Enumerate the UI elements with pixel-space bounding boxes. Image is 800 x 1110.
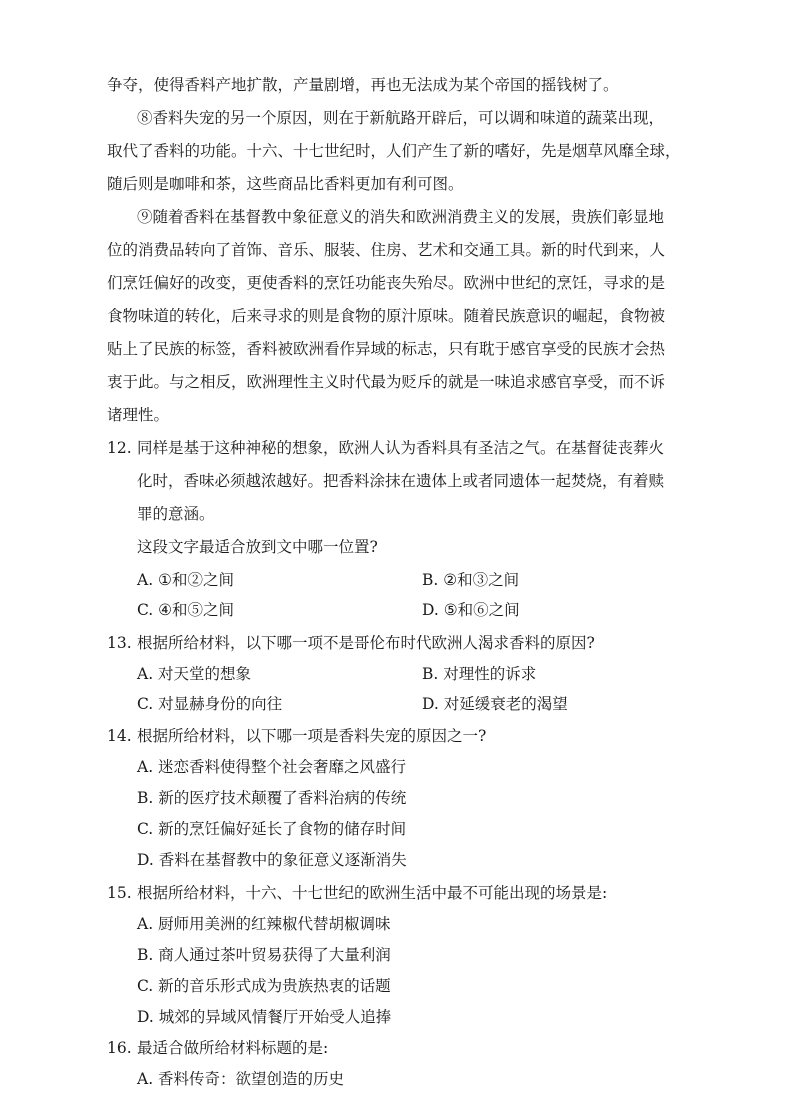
option-c: C. 新的烹饪偏好延长了食物的储存时间 — [137, 820, 407, 838]
question-number: 12. — [107, 439, 132, 457]
option-c: C. 新的音乐形式成为贵族热衷的话题 — [137, 977, 391, 995]
passage-line: 诸理性。 — [107, 406, 170, 424]
option-c: C. 对显赫身份的向往 — [137, 695, 283, 713]
option-a: A. 对天堂的想象 — [137, 665, 252, 683]
option-b: B. 对理性的诉求 — [422, 665, 537, 683]
question-text: 根据所给材料，十六、十七世纪的欧洲生活中最不可能出现的场景是: — [137, 884, 608, 902]
question-text: 化时，香味必须越浓越好。把香料涂抹在遗体上或者同遗体一起焚烧，有着赎 — [137, 472, 665, 490]
question-number: 16. — [107, 1039, 132, 1057]
passage-line: 取代了香料的功能。十六、十七世纪时，人们产生了新的嗜好，先是烟草风靡全球， — [107, 142, 681, 160]
question-text: 同样是基于这种神秘的想象，欧洲人认为香料具有圣洁之气。在基督徒丧葬火 — [137, 439, 665, 457]
option-a: A. 迷恋香料使得整个社会奢靡之风盛行 — [137, 758, 407, 776]
option-d: D. 城郊的异域风情餐厅开始受人追捧 — [137, 1008, 392, 1026]
option-b: B. ②和③之间 — [422, 571, 520, 589]
option-d: D. 对延缓衰老的渴望 — [422, 695, 568, 713]
question-number: 14. — [107, 727, 132, 745]
passage-line: 位的消费品转向了首饰、音乐、服装、住房、艺术和交通工具。新的时代到来，人 — [107, 241, 666, 259]
passage-line: 们烹饪偏好的改变，更使香料的烹饪功能丧失殆尽。欧洲中世纪的烹饪，寻求的是 — [107, 274, 666, 292]
option-a: A. 厨师用美洲的红辣椒代替胡椒调味 — [137, 915, 391, 933]
option-d: D. 香料在基督教中的象征意义逐渐消失 — [137, 851, 407, 869]
question-text: 根据所给材料，以下哪一项不是哥伦布时代欧洲人渴求香料的原因? — [137, 634, 595, 652]
option-a: A. ①和②之间 — [137, 571, 234, 589]
question-number: 15. — [107, 884, 132, 902]
question-text: 罪的意涵。 — [137, 505, 215, 523]
question-text: 根据所给材料，以下哪一项是香料失宠的原因之一? — [137, 727, 487, 745]
passage-line: ⑨随着香料在基督教中象征意义的消失和欧洲消费主义的发展，贵族们彰显地 — [137, 208, 665, 226]
option-c: C. ④和⑤之间 — [137, 601, 235, 619]
passage-line: 食物味道的转化，后来寻求的则是食物的原汁原味。随着民族意识的崛起，食物被 — [107, 307, 666, 325]
question-number: 13. — [107, 634, 132, 652]
option-a: A. 香料传奇：欲望创造的历史 — [137, 1070, 345, 1088]
option-b: B. 商人通过茶叶贸易获得了大量利润 — [137, 946, 391, 964]
question-prompt: 这段文字最适合放到文中哪一位置? — [137, 538, 378, 556]
question-text: 最适合做所给材料标题的是: — [137, 1039, 329, 1057]
passage-line: ⑧香料失宠的另一个原因，则在于新航路开辟后，可以调和味道的蔬菜出现， — [137, 109, 665, 127]
passage-line: 随后则是咖啡和茶，这些商品比香料更加有利可图。 — [107, 175, 464, 193]
passage-line: 衷于此。与之相反，欧洲理性主义时代最为贬斥的就是一味追求感官享受，而不诉 — [107, 373, 666, 391]
passage-line: 贴上了民族的标签，香料被欧洲看作异域的标志，只有耽于感官享受的民族才会热 — [107, 340, 666, 358]
passage-line: 争夺，使得香料产地扩散，产量剧增，再也无法成为某个帝国的摇钱树了。 — [107, 76, 619, 94]
option-d: D. ⑤和⑥之间 — [422, 601, 520, 619]
option-b: B. 新的医疗技术颠覆了香料治病的传统 — [137, 789, 407, 807]
